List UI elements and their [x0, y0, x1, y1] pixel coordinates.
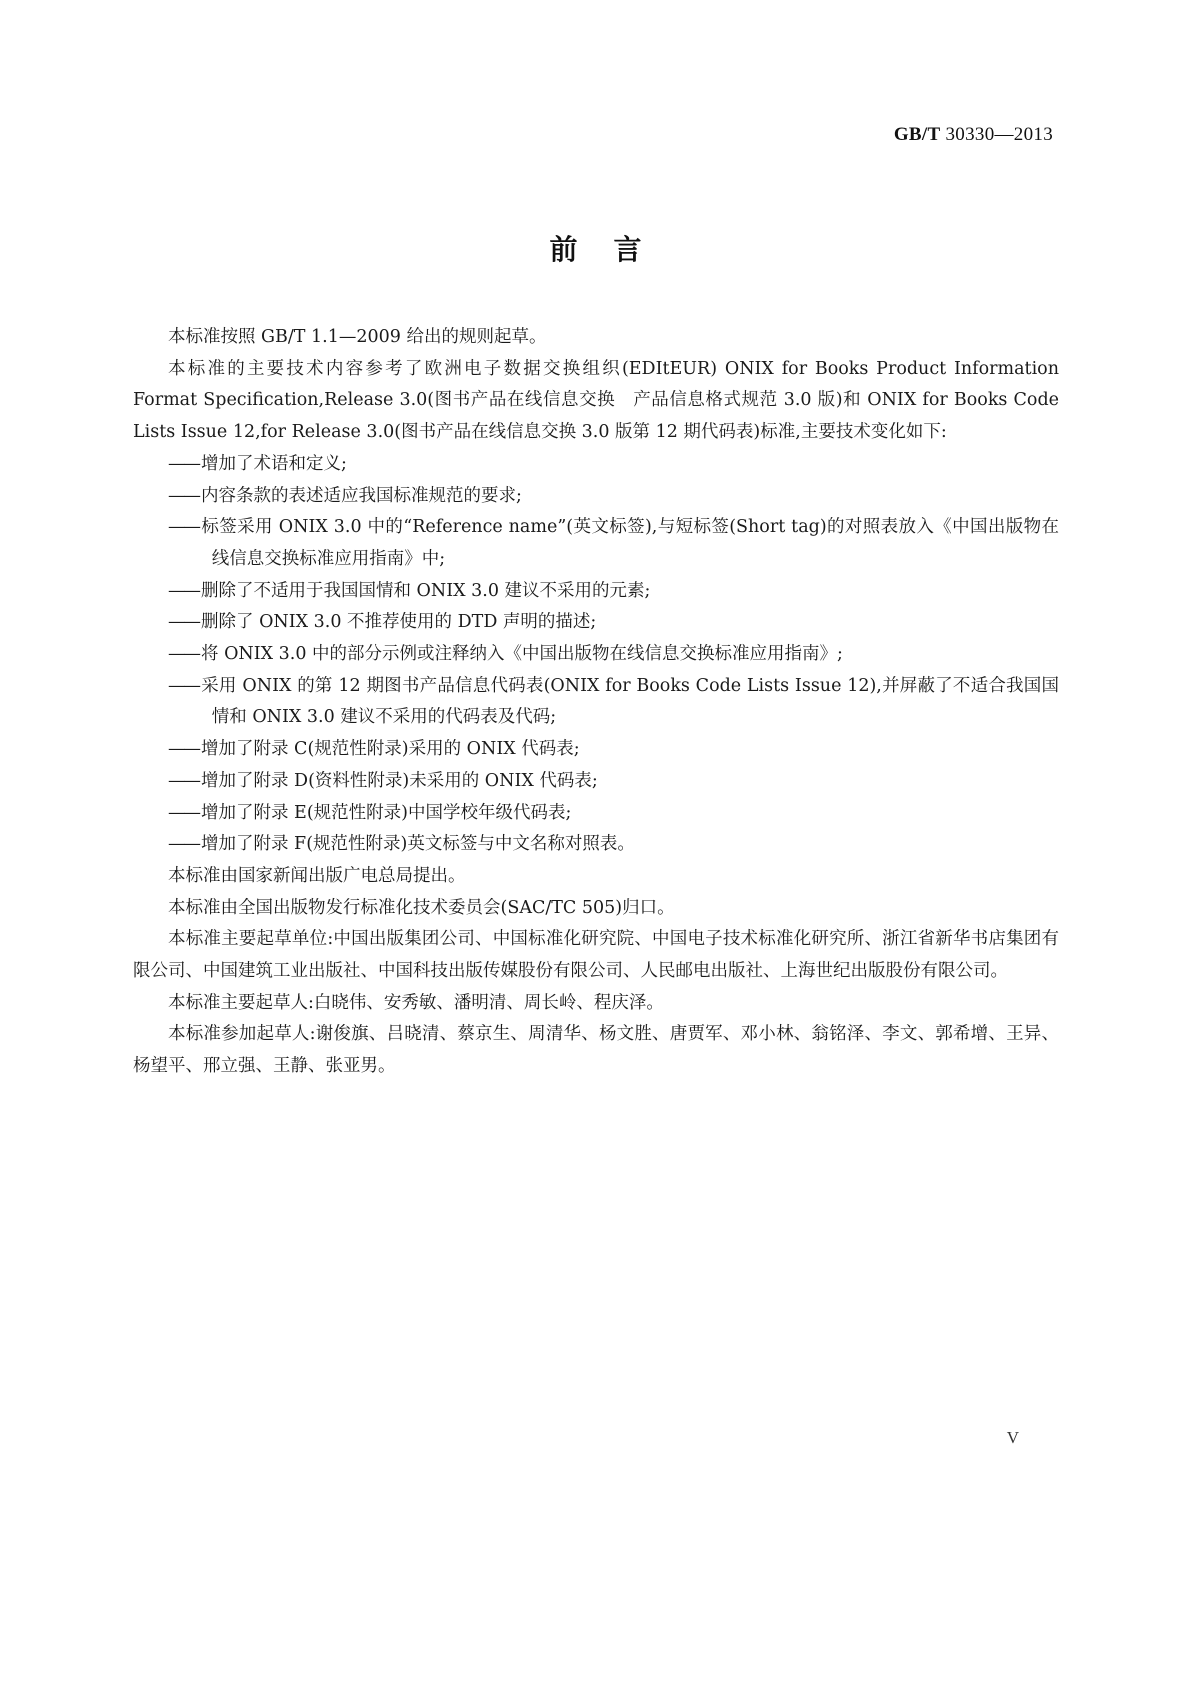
list-item	[133, 829, 1059, 861]
list-item	[133, 481, 1059, 513]
list-item	[133, 639, 1059, 671]
dash-marker: ——	[168, 517, 199, 538]
list-item	[133, 512, 1059, 575]
paragraph-drafting-rules: 本标准按照 GB/T 1.1—2009 给出的规则起草。	[168, 327, 547, 347]
list-item-text: 增加了附录 F(规范性附录)英文标签与中文名称对照表。	[201, 834, 635, 855]
list-item-text: 增加了附录 D(资料性附录)未采用的 ONIX 代码表;	[201, 770, 598, 791]
list-item	[133, 607, 1059, 639]
paragraph-committee: 本标准由全国出版物发行标准化技术委员会(SAC/TC 505)归口。	[168, 897, 675, 918]
list-item	[133, 449, 1059, 481]
dash-marker: ——	[168, 580, 199, 601]
list-item-text: 标签采用 ONIX 3.0 中的“Reference name”(英文标签),与短标签(Short tag)的对照表放入《中国出版物在线信息交换标准应用指南》中;	[201, 517, 1059, 569]
standard-code-prefix: GB/T	[893, 124, 941, 145]
paragraph-main-drafters: 本标准主要起草人:白晓伟、安秀敏、潘明清、周长岭、程庆泽。	[168, 992, 664, 1013]
dash-marker: ——	[168, 612, 199, 633]
paragraph-technical-content: 本标准的主要技术内容参考了欧洲电子数据交换组织(EDItEUR) ONIX for Books Product Information Format Specification,Release 3.0(图书产品在线信息交换 产品信息格式规范 3.0 版)和 ONIX for Books Code Lists Issue 12,for Release 3.0(图书产品在线信息交换 3.0 版第 12 期代码表)标准,主要技术变化如下:	[133, 358, 1059, 443]
list-item-text: 内容条款的表述适应我国标准规范的要求;	[201, 485, 522, 506]
list-item	[133, 576, 1059, 608]
paragraph-drafting-units: 本标准主要起草单位:中国出版集团公司、中国标准化研究院、中国电子技术标准化研究所、浙江省新华书店集团有限公司、中国建筑工业出版社、中国科技出版传媒股份有限公司、人民邮电出版社、上海世纪出版股份有限公司。	[133, 929, 1059, 982]
dash-marker: ——	[168, 834, 199, 855]
list-item	[133, 671, 1059, 734]
list-item	[133, 734, 1059, 766]
dash-marker: ——	[168, 644, 199, 665]
dash-marker: ——	[168, 739, 199, 760]
standard-code-number: 30330—2013	[945, 124, 1053, 145]
foreword-body	[133, 322, 1059, 1083]
dash-marker: ——	[168, 453, 199, 474]
list-item-text: 增加了附录 C(规范性附录)采用的 ONIX 代码表;	[201, 739, 580, 760]
dash-marker: ——	[168, 770, 199, 791]
dash-marker: ——	[168, 802, 199, 823]
list-item-text: 删除了 ONIX 3.0 不推荐使用的 DTD 声明的描述;	[201, 612, 597, 633]
list-item-text: 将 ONIX 3.0 中的部分示例或注释纳入《中国出版物在线信息交换标准应用指南》;	[201, 644, 843, 665]
list-item-text: 采用 ONIX 的第 12 期图书产品信息代码表(ONIX for Books Code Lists Issue 12),并屏蔽了不适合我国国情和 ONIX 3.0 建议不采用的代码表及代码;	[201, 675, 1059, 728]
list-item-text: 增加了附录 E(规范性附录)中国学校年级代码表;	[201, 802, 572, 823]
list-item-text: 删除了不适用于我国国情和 ONIX 3.0 建议不采用的元素;	[201, 580, 651, 601]
standard-code	[894, 124, 1053, 146]
paragraph-participating-drafters: 本标准参加起草人:谢俊旗、吕晓清、蔡京生、周清华、杨文胜、唐贾军、邓小林、翁铭泽、李文、郭希增、王异、杨望平、邢立强、王静、张亚男。	[133, 1024, 1059, 1077]
list-item	[133, 766, 1059, 798]
paragraph-proposer: 本标准由国家新闻出版广电总局提出。	[168, 865, 466, 886]
dash-marker: ——	[168, 485, 199, 506]
page-number: V	[1006, 1428, 1019, 1447]
list-item-text: 增加了术语和定义;	[201, 453, 347, 474]
dash-marker: ——	[168, 675, 199, 696]
page-title: 前言	[549, 233, 678, 266]
list-item	[133, 798, 1059, 830]
